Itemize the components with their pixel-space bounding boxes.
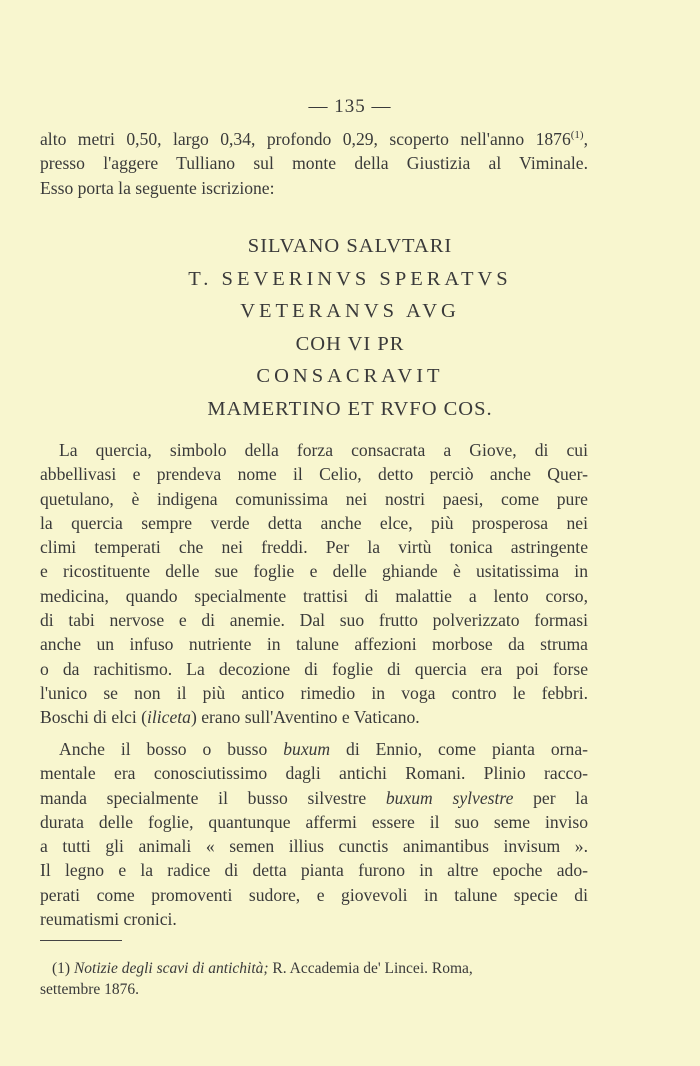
text-line: reumatismi cronici. (40, 909, 177, 930)
text-line: quetulano, è indigena comunissima nei nostri paesi, come pure (40, 488, 588, 509)
italic-term: iliceta (147, 707, 191, 728)
latin-inscription (0, 230, 700, 426)
text-line: Esso porta la seguente iscrizione: (40, 177, 275, 198)
text-line: climi temperati che nei freddi. Per la virtù tonica astringente (40, 537, 588, 558)
text-line: mentale era conosciutissimo dagli antichi Romani. Plinio racco- (40, 763, 588, 784)
text-line: durata delle foglie, quantunque affermi essere il suo seme inviso (40, 811, 588, 832)
boxwood-paragraph (40, 737, 588, 931)
footnote-line: settembre 1876. (40, 981, 140, 998)
text-line: Il legno e la radice di detta pianta furono in altre epoche ado- (40, 860, 588, 881)
footnote-marker: (1) (52, 960, 71, 977)
inscription-line: T. SEVERINVS SPERATVS (188, 267, 512, 290)
inscription-line: MAMERTINO ET RVFO COS. (207, 397, 493, 420)
text-line: e ricostituente delle sue foglie e delle ghiande è usitatissima in (40, 561, 588, 582)
text-line: Boschi di elci (iliceta) erano sull'Aventino e Vaticano. (40, 707, 420, 728)
footnote-source-title: Notizie degli scavi di antichità; (73, 960, 269, 977)
text-line: alto metri 0,50, largo 0,34, profondo 0,29, scoperto nell'anno 1876$^{(1)}$, (40, 129, 588, 149)
text-line: o da rachitismo. La decozione di foglie di quercia era poi forse (40, 658, 588, 679)
footnote-line: (1) Notizie degli scavi di antichità; R. Accademia de' Lincei. Roma, (52, 960, 473, 977)
oak-paragraph (40, 438, 588, 730)
footnote-divider (40, 940, 122, 941)
footnote-reference[interactable]: (1) (570, 129, 584, 142)
inscription-line: SILVANO SALVTARI (247, 235, 453, 257)
inscription-line: VETERANVS AVG (240, 300, 460, 323)
text-line: anche un infuso nutriente in talune affezioni morbose da struma (40, 634, 588, 655)
text-line: a tutti gli animali « semen illius cunctis animantibus invisum ». (40, 836, 588, 857)
footnote (40, 958, 588, 1000)
text-line: di tabi nervose e di anemie. Dal suo frutto polverizzato formasi (40, 610, 588, 631)
text-line: medicina, quando specialmente trattisi di malattie a lento corso, (40, 585, 588, 606)
text-line: perati come promoventi sudore, e giovevoli in talune specie di (40, 884, 588, 905)
text-line: l'unico se non il più antico rimedio in voga contro le febbri. (40, 682, 588, 703)
intro-paragraph (40, 127, 588, 200)
italic-term: buxum sylvestre (385, 787, 514, 808)
italic-term: buxum (283, 739, 331, 759)
text-line: abbellivasi e prendeva nome il Celio, detto perciò anche Quer- (40, 464, 588, 485)
text-line: presso l'aggere Tulliano sul monte della Giustizia al Viminale. (40, 153, 588, 174)
inscription-line: CONSACRAVIT (256, 365, 444, 388)
text-line: Anche il bosso o busso buxum di Ennio, come pianta orna- (59, 739, 588, 759)
text-line: La quercia, simbolo della forza consacrata a Giove, di cui (59, 440, 588, 460)
inscription-line: COH VI PR (295, 332, 405, 355)
page-number: — 135 — (308, 96, 392, 117)
text-line: la quercia sempre verde detta anche elce, più prosperosa nei (40, 512, 588, 533)
text-line: manda specialmente il busso silvestre buxum sylvestre per la (40, 787, 589, 808)
